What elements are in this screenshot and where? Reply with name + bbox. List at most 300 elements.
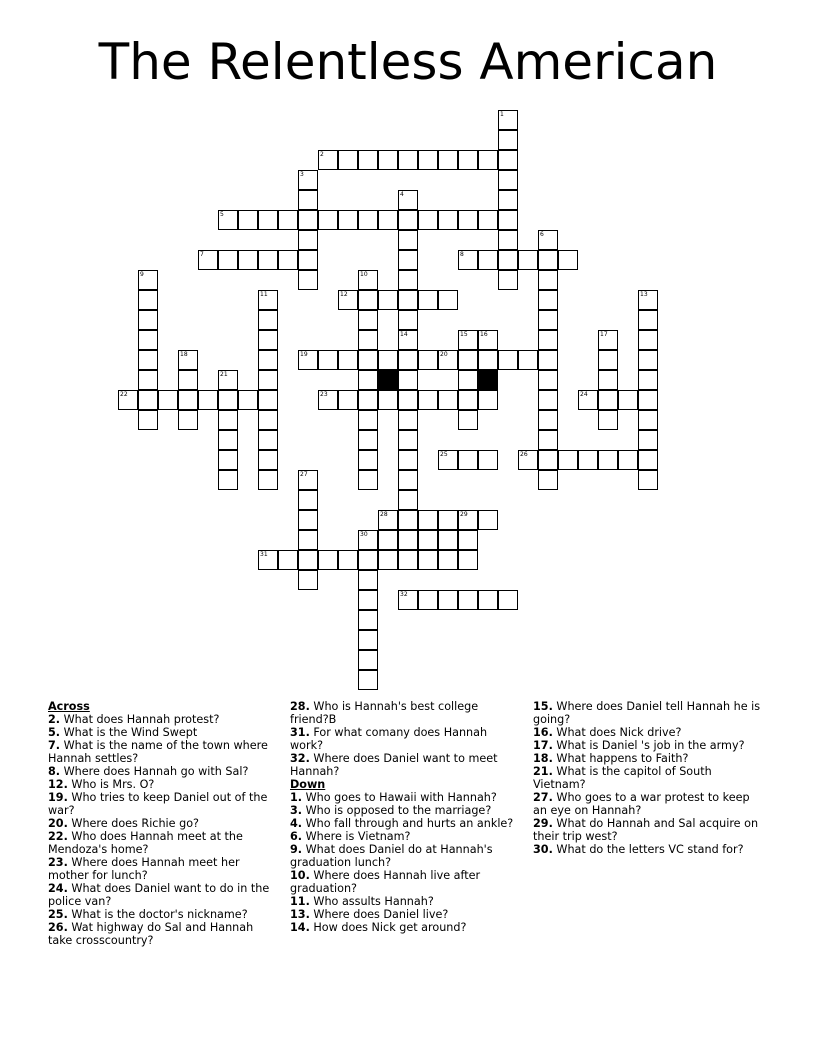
clue-text: Wat highway do Sal and Hannah take crosscountry? bbox=[48, 921, 254, 947]
crossword-cell[interactable] bbox=[498, 230, 518, 250]
crossword-cell[interactable] bbox=[218, 410, 238, 430]
crossword-cell[interactable] bbox=[298, 550, 318, 570]
crossword-cell[interactable] bbox=[318, 150, 338, 170]
crossword-cell[interactable] bbox=[638, 430, 658, 450]
crossword-cell[interactable] bbox=[578, 390, 598, 410]
crossword-cell[interactable] bbox=[618, 450, 638, 470]
crossword-cell[interactable] bbox=[398, 490, 418, 510]
crossword-cell[interactable] bbox=[338, 550, 358, 570]
crossword-cell[interactable] bbox=[338, 290, 358, 310]
crossword-cell[interactable] bbox=[258, 470, 278, 490]
clue-text: Where does Hannah go with Sal? bbox=[60, 765, 249, 778]
crossword-cell[interactable] bbox=[398, 550, 418, 570]
page-title: The Relentless American bbox=[98, 33, 718, 91]
crossword-cell[interactable] bbox=[538, 390, 558, 410]
crossword-cell[interactable] bbox=[458, 510, 478, 530]
crossword-cell[interactable] bbox=[358, 530, 378, 550]
clue-column-2 bbox=[290, 700, 520, 934]
crossword-cell[interactable] bbox=[598, 450, 618, 470]
crossword-cell[interactable] bbox=[398, 530, 418, 550]
crossword-cell[interactable] bbox=[418, 150, 438, 170]
crossword-cell[interactable] bbox=[218, 390, 238, 410]
cell-number: 14 bbox=[400, 331, 408, 338]
crossword-cell[interactable] bbox=[138, 370, 158, 390]
crossword-cell[interactable] bbox=[498, 110, 518, 130]
crossword-cell[interactable] bbox=[478, 590, 498, 610]
crossword-cell[interactable] bbox=[298, 510, 318, 530]
crossword-cell[interactable] bbox=[358, 570, 378, 590]
crossword-cell[interactable] bbox=[398, 230, 418, 250]
crossword-cell[interactable] bbox=[358, 670, 378, 690]
cell-number: 26 bbox=[520, 451, 528, 458]
crossword-cell[interactable] bbox=[418, 510, 438, 530]
clue-text: What is the Wind Swept bbox=[60, 726, 198, 739]
clue-number: 13. bbox=[290, 908, 310, 921]
crossword-cell[interactable] bbox=[498, 190, 518, 210]
clue-item bbox=[290, 700, 520, 726]
crossword-cell[interactable] bbox=[638, 370, 658, 390]
clue-text: Who is Hannah's best college friend?B bbox=[290, 700, 479, 726]
clue-item bbox=[48, 908, 278, 921]
clue-text: Who is Mrs. O? bbox=[67, 778, 155, 791]
clue-text: Where does Daniel want to meet Hannah? bbox=[290, 752, 498, 778]
clue-text: What do the letters VC stand for? bbox=[552, 843, 744, 856]
clue-number: 17. bbox=[533, 739, 553, 752]
crossword-cell[interactable] bbox=[358, 610, 378, 630]
clue-item bbox=[290, 752, 520, 778]
crossword-cell[interactable] bbox=[638, 450, 658, 470]
crossword-cell[interactable] bbox=[298, 470, 318, 490]
crossword-cell[interactable] bbox=[298, 570, 318, 590]
crossword-cell[interactable] bbox=[538, 350, 558, 370]
clue-item bbox=[48, 713, 278, 726]
clue-number: 2. bbox=[48, 713, 61, 726]
crossword-cell[interactable] bbox=[238, 210, 258, 230]
crossword-cell[interactable] bbox=[178, 410, 198, 430]
crossword-cell[interactable] bbox=[398, 150, 418, 170]
crossword-cell[interactable] bbox=[478, 330, 498, 350]
clue-number: 6. bbox=[290, 830, 303, 843]
crossword-cell[interactable] bbox=[338, 390, 358, 410]
crossword-cell[interactable] bbox=[258, 210, 278, 230]
crossword-cell[interactable] bbox=[578, 450, 598, 470]
crossword-cell[interactable] bbox=[358, 430, 378, 450]
clue-number: 23. bbox=[48, 856, 68, 869]
crossword-cell[interactable] bbox=[598, 370, 618, 390]
crossword-cell[interactable] bbox=[638, 350, 658, 370]
crossword-cell[interactable] bbox=[418, 530, 438, 550]
clue-number: 18. bbox=[533, 752, 553, 765]
cell-number: 27 bbox=[300, 471, 308, 478]
clue-number: 16. bbox=[533, 726, 553, 739]
clue-text: Who goes to a war protest to keep an eye on Hannah? bbox=[533, 791, 750, 817]
crossword-cell[interactable] bbox=[478, 250, 498, 270]
crossword-cell[interactable] bbox=[398, 470, 418, 490]
crossword-cell[interactable] bbox=[638, 290, 658, 310]
crossword-cell[interactable] bbox=[398, 590, 418, 610]
crossword-cell[interactable] bbox=[598, 330, 618, 350]
crossword-cell[interactable] bbox=[358, 290, 378, 310]
crossword-cell[interactable] bbox=[538, 470, 558, 490]
crossword-cell[interactable] bbox=[258, 390, 278, 410]
crossword-cell[interactable] bbox=[538, 450, 558, 470]
clue-item bbox=[48, 921, 278, 947]
crossword-cell[interactable] bbox=[298, 170, 318, 190]
crossword-cell[interactable] bbox=[438, 450, 458, 470]
crossword-cell[interactable] bbox=[458, 330, 478, 350]
clue-text: Who fall through and hurts an ankle? bbox=[302, 817, 514, 830]
cell-number: 7 bbox=[200, 251, 204, 258]
crossword-cell[interactable] bbox=[258, 250, 278, 270]
crossword-cell[interactable] bbox=[498, 350, 518, 370]
crossword-cell[interactable] bbox=[178, 370, 198, 390]
cell-number: 16 bbox=[480, 331, 488, 338]
crossword-cell[interactable] bbox=[398, 210, 418, 230]
crossword-cell[interactable] bbox=[358, 550, 378, 570]
crossword-cell[interactable] bbox=[598, 350, 618, 370]
clue-number: 26. bbox=[48, 921, 68, 934]
crossword-cell[interactable] bbox=[218, 370, 238, 390]
crossword-cell[interactable] bbox=[298, 190, 318, 210]
cell-number: 20 bbox=[440, 351, 448, 358]
crossword-cell[interactable] bbox=[458, 210, 478, 230]
crossword-cell[interactable] bbox=[358, 330, 378, 350]
crossword-cell[interactable] bbox=[558, 450, 578, 470]
crossword-cell[interactable] bbox=[618, 390, 638, 410]
crossword-cell[interactable] bbox=[458, 410, 478, 430]
crossword-cell[interactable] bbox=[538, 310, 558, 330]
crossword-cell[interactable] bbox=[238, 390, 258, 410]
crossword-cell[interactable] bbox=[458, 550, 478, 570]
clue-text: Where does Richie go? bbox=[67, 817, 199, 830]
crossword-cell[interactable] bbox=[218, 430, 238, 450]
crossword-cell[interactable] bbox=[498, 210, 518, 230]
clue-number: 8. bbox=[48, 765, 61, 778]
crossword-cell[interactable] bbox=[498, 590, 518, 610]
crossword-cell[interactable] bbox=[398, 330, 418, 350]
clue-text: Where does Daniel live? bbox=[309, 908, 449, 921]
crossword-cell[interactable] bbox=[378, 530, 398, 550]
clue-item bbox=[48, 817, 278, 830]
crossword-cell[interactable] bbox=[458, 350, 478, 370]
crossword-cell[interactable] bbox=[538, 430, 558, 450]
crossword-cell[interactable] bbox=[198, 390, 218, 410]
cell-number: 30 bbox=[360, 531, 368, 538]
crossword-cell[interactable] bbox=[298, 250, 318, 270]
crossword-cell[interactable] bbox=[318, 550, 338, 570]
crossword-cell[interactable] bbox=[358, 310, 378, 330]
clue-number: 27. bbox=[533, 791, 553, 804]
crossword-cell[interactable] bbox=[398, 510, 418, 530]
clue-item bbox=[533, 817, 763, 843]
clue-item bbox=[533, 843, 763, 856]
crossword-cell[interactable] bbox=[358, 370, 378, 390]
crossword-cell[interactable] bbox=[418, 350, 438, 370]
clue-number: 4. bbox=[290, 817, 303, 830]
crossword-cell[interactable] bbox=[338, 350, 358, 370]
crossword-cell[interactable] bbox=[358, 390, 378, 410]
cell-number: 11 bbox=[260, 291, 268, 298]
clue-item bbox=[290, 895, 520, 908]
clue-number: 1. bbox=[290, 791, 303, 804]
crossword-cell[interactable] bbox=[458, 250, 478, 270]
crossword-cell[interactable] bbox=[358, 590, 378, 610]
clue-number: 9. bbox=[290, 843, 303, 856]
crossword-cell[interactable] bbox=[538, 230, 558, 250]
crossword-cell[interactable] bbox=[418, 290, 438, 310]
crossword-cell[interactable] bbox=[458, 450, 478, 470]
crossword-cell[interactable] bbox=[298, 350, 318, 370]
clue-number: 3. bbox=[290, 804, 303, 817]
cell-number: 28 bbox=[380, 511, 388, 518]
cell-number: 17 bbox=[600, 331, 608, 338]
crossword-cell[interactable] bbox=[198, 250, 218, 270]
crossword-cell[interactable] bbox=[258, 350, 278, 370]
crossword-cell[interactable] bbox=[518, 450, 538, 470]
crossword-cell[interactable] bbox=[258, 430, 278, 450]
crossword-cell[interactable] bbox=[378, 150, 398, 170]
crossword-cell[interactable] bbox=[598, 410, 618, 430]
crossword-cell[interactable] bbox=[458, 530, 478, 550]
crossword-cell[interactable] bbox=[398, 310, 418, 330]
crossword-cell[interactable] bbox=[218, 450, 238, 470]
crossword-cell[interactable] bbox=[258, 310, 278, 330]
crossword-cell[interactable] bbox=[358, 150, 378, 170]
crossword-cell[interactable] bbox=[258, 410, 278, 430]
crossword-cell[interactable] bbox=[498, 170, 518, 190]
crossword-cell[interactable] bbox=[438, 550, 458, 570]
clue-item bbox=[48, 765, 278, 778]
clue-item bbox=[48, 830, 278, 856]
crossword-cell[interactable] bbox=[178, 390, 198, 410]
clue-text: For what comany does Hannah work? bbox=[290, 726, 488, 752]
crossword-cell[interactable] bbox=[258, 550, 278, 570]
crossword-cell[interactable] bbox=[258, 330, 278, 350]
cell-number: 31 bbox=[260, 551, 268, 558]
crossword-cell[interactable] bbox=[318, 350, 338, 370]
crossword-cell[interactable] bbox=[298, 530, 318, 550]
clue-number: 21. bbox=[533, 765, 553, 778]
clue-number: 19. bbox=[48, 791, 68, 804]
crossword-cell[interactable] bbox=[478, 210, 498, 230]
crossword-cell[interactable] bbox=[478, 510, 498, 530]
crossword-cell[interactable] bbox=[378, 550, 398, 570]
crossword-cell[interactable] bbox=[358, 470, 378, 490]
crossword-cell[interactable] bbox=[438, 530, 458, 550]
clue-number: 20. bbox=[48, 817, 68, 830]
crossword-cell[interactable] bbox=[518, 250, 538, 270]
cell-number: 19 bbox=[300, 351, 308, 358]
crossword-cell[interactable] bbox=[558, 250, 578, 270]
crossword-cell[interactable] bbox=[278, 210, 298, 230]
crossword-cell[interactable] bbox=[538, 370, 558, 390]
cell-number: 6 bbox=[540, 231, 544, 238]
crossword-cell[interactable] bbox=[538, 410, 558, 430]
crossword-cell[interactable] bbox=[418, 550, 438, 570]
clue-number: 7. bbox=[48, 739, 61, 752]
crossword-cell[interactable] bbox=[398, 450, 418, 470]
crossword-cell[interactable] bbox=[438, 350, 458, 370]
cell-number: 25 bbox=[440, 451, 448, 458]
clue-number: 32. bbox=[290, 752, 310, 765]
crossword-cell[interactable] bbox=[318, 210, 338, 230]
crossword-cell[interactable] bbox=[218, 470, 238, 490]
crossword-cell[interactable] bbox=[138, 390, 158, 410]
cell-number: 15 bbox=[460, 331, 468, 338]
crossword-cell[interactable] bbox=[238, 250, 258, 270]
crossword-cell[interactable] bbox=[398, 190, 418, 210]
crossword-cell[interactable] bbox=[418, 590, 438, 610]
crossword-cell[interactable] bbox=[478, 150, 498, 170]
crossword-cell[interactable] bbox=[358, 630, 378, 650]
crossword-cell[interactable] bbox=[118, 390, 138, 410]
crossword-cell[interactable] bbox=[438, 210, 458, 230]
crossword-cell[interactable] bbox=[638, 390, 658, 410]
crossword-cell[interactable] bbox=[378, 210, 398, 230]
crossword-cell[interactable] bbox=[638, 470, 658, 490]
clue-text: Who does Hannah meet at the Mendoza's home? bbox=[48, 830, 243, 856]
crossword-black-cell bbox=[478, 370, 498, 390]
crossword-cell[interactable] bbox=[458, 370, 478, 390]
crossword-cell[interactable] bbox=[378, 290, 398, 310]
crossword-cell[interactable] bbox=[338, 150, 358, 170]
crossword-cell[interactable] bbox=[538, 290, 558, 310]
crossword-cell[interactable] bbox=[138, 270, 158, 290]
crossword-cell[interactable] bbox=[538, 250, 558, 270]
crossword-cell[interactable] bbox=[258, 290, 278, 310]
clue-item bbox=[48, 882, 278, 908]
clue-text: Who tries to keep Daniel out of the war? bbox=[48, 791, 268, 817]
crossword-cell[interactable] bbox=[138, 310, 158, 330]
crossword-cell[interactable] bbox=[138, 350, 158, 370]
crossword-cell[interactable] bbox=[638, 330, 658, 350]
crossword-cell[interactable] bbox=[438, 290, 458, 310]
crossword-cell[interactable] bbox=[318, 390, 338, 410]
crossword-cell[interactable] bbox=[138, 290, 158, 310]
crossword-cell[interactable] bbox=[258, 370, 278, 390]
clue-item bbox=[290, 869, 520, 895]
crossword-cell[interactable] bbox=[478, 390, 498, 410]
crossword-cell[interactable] bbox=[358, 450, 378, 470]
cell-number: 1 bbox=[500, 111, 504, 118]
crossword-cell[interactable] bbox=[138, 330, 158, 350]
clue-item bbox=[290, 908, 520, 921]
crossword-cell[interactable] bbox=[458, 150, 478, 170]
clue-item bbox=[290, 726, 520, 752]
crossword-cell[interactable] bbox=[278, 250, 298, 270]
cell-number: 24 bbox=[580, 391, 588, 398]
clue-item bbox=[290, 830, 520, 843]
clue-number: 29. bbox=[533, 817, 553, 830]
crossword-cell[interactable] bbox=[398, 370, 418, 390]
clue-text: What does Hannah protest? bbox=[60, 713, 220, 726]
crossword-cell[interactable] bbox=[638, 310, 658, 330]
clue-text: Who assults Hannah? bbox=[309, 895, 434, 908]
crossword-cell[interactable] bbox=[398, 350, 418, 370]
cell-number: 9 bbox=[140, 271, 144, 278]
clue-number: 31. bbox=[290, 726, 310, 739]
crossword-cell[interactable] bbox=[358, 410, 378, 430]
crossword-cell[interactable] bbox=[298, 210, 318, 230]
clue-text: What is Daniel 's job in the army? bbox=[552, 739, 745, 752]
crossword-cell[interactable] bbox=[418, 210, 438, 230]
clue-item bbox=[290, 817, 520, 830]
crossword-cell[interactable] bbox=[438, 510, 458, 530]
crossword-cell[interactable] bbox=[298, 490, 318, 510]
crossword-cell[interactable] bbox=[438, 150, 458, 170]
crossword-cell[interactable] bbox=[398, 250, 418, 270]
crossword-cell[interactable] bbox=[478, 450, 498, 470]
crossword-cell[interactable] bbox=[498, 250, 518, 270]
crossword-cell[interactable] bbox=[158, 390, 178, 410]
crossword-cell[interactable] bbox=[398, 410, 418, 430]
cell-number: 4 bbox=[400, 191, 404, 198]
clue-text: Where does Hannah live after graduation? bbox=[290, 869, 481, 895]
clue-section-header: Across bbox=[48, 700, 90, 713]
clue-text: Who is opposed to the marriage? bbox=[302, 804, 492, 817]
crossword-cell[interactable] bbox=[538, 270, 558, 290]
crossword-cell[interactable] bbox=[398, 430, 418, 450]
clue-number: 5. bbox=[48, 726, 61, 739]
crossword-cell[interactable] bbox=[498, 150, 518, 170]
crossword-cell[interactable] bbox=[518, 350, 538, 370]
crossword-cell[interactable] bbox=[218, 250, 238, 270]
crossword-cell[interactable] bbox=[378, 350, 398, 370]
clue-text: What do Hannah and Sal acquire on their trip west? bbox=[533, 817, 759, 843]
crossword-cell[interactable] bbox=[298, 270, 318, 290]
crossword-cell[interactable] bbox=[178, 350, 198, 370]
crossword-cell[interactable] bbox=[338, 210, 358, 230]
crossword-cell[interactable] bbox=[458, 590, 478, 610]
clue-item bbox=[533, 791, 763, 817]
clue-column-1 bbox=[48, 700, 278, 947]
clue-item bbox=[48, 739, 278, 765]
clue-item bbox=[533, 752, 763, 765]
crossword-cell[interactable] bbox=[398, 270, 418, 290]
clue-number: 12. bbox=[48, 778, 68, 791]
cell-number: 22 bbox=[120, 391, 128, 398]
crossword-cell[interactable] bbox=[398, 290, 418, 310]
crossword-cell[interactable] bbox=[278, 550, 298, 570]
clue-section-header: Down bbox=[290, 778, 326, 791]
crossword-cell[interactable] bbox=[358, 350, 378, 370]
crossword-cell[interactable] bbox=[378, 510, 398, 530]
crossword-cell[interactable] bbox=[458, 390, 478, 410]
crossword-cell[interactable] bbox=[478, 350, 498, 370]
crossword-cell[interactable] bbox=[418, 390, 438, 410]
crossword-cell[interactable] bbox=[298, 230, 318, 250]
crossword-cell[interactable] bbox=[358, 650, 378, 670]
crossword-cell[interactable] bbox=[498, 270, 518, 290]
crossword-cell[interactable] bbox=[498, 130, 518, 150]
crossword-cell[interactable] bbox=[438, 590, 458, 610]
crossword-cell[interactable] bbox=[378, 390, 398, 410]
crossword-cell[interactable] bbox=[598, 390, 618, 410]
cell-number: 8 bbox=[460, 251, 464, 258]
cell-number: 23 bbox=[320, 391, 328, 398]
crossword-cell[interactable] bbox=[638, 410, 658, 430]
crossword-cell[interactable] bbox=[218, 210, 238, 230]
crossword-cell[interactable] bbox=[438, 390, 458, 410]
crossword-cell[interactable] bbox=[138, 410, 158, 430]
crossword-cell[interactable] bbox=[358, 210, 378, 230]
crossword-cell[interactable] bbox=[258, 450, 278, 470]
crossword-cell[interactable] bbox=[398, 390, 418, 410]
clue-text: Where does Daniel tell Hannah he is going? bbox=[533, 700, 761, 726]
clue-text: What does Daniel want to do in the police van? bbox=[48, 882, 270, 908]
crossword-cell[interactable] bbox=[358, 270, 378, 290]
crossword-cell[interactable] bbox=[538, 330, 558, 350]
